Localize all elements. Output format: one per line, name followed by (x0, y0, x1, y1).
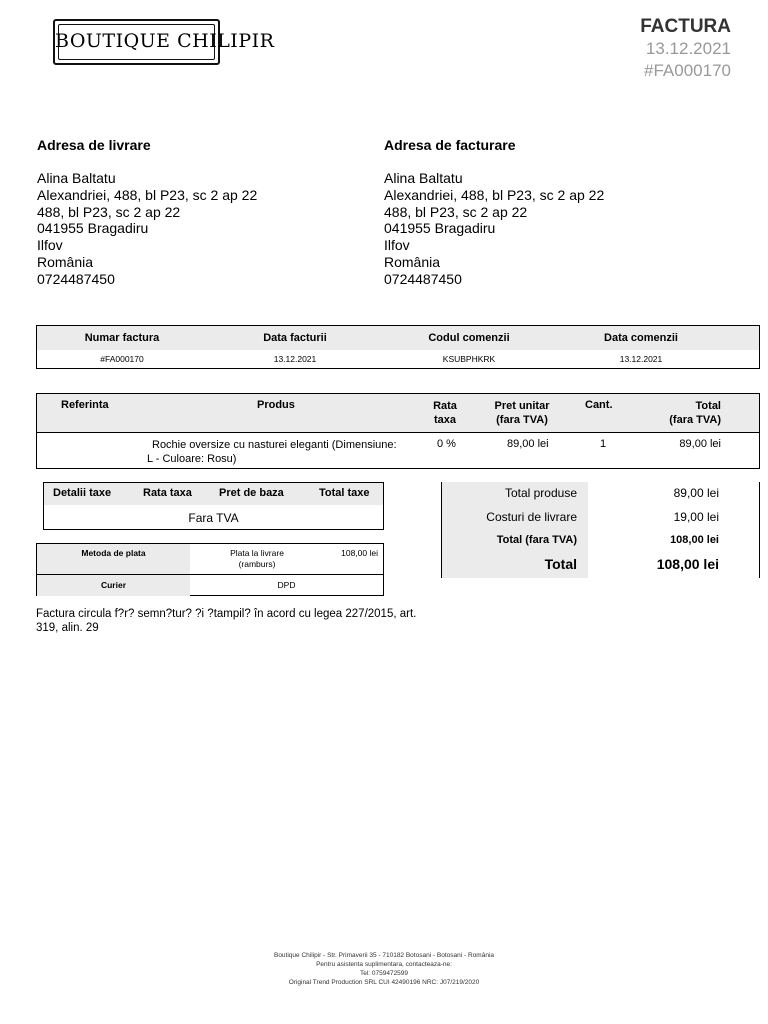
header-total (669, 399, 721, 427)
header-tax-rate-2: taxa (433, 414, 457, 426)
shipping-line: Ilfov (37, 237, 63, 254)
header-order-date: Data comenzii (604, 332, 678, 344)
invoice-info-header (37, 326, 759, 350)
billing-heading: Adresa de facturare (384, 137, 516, 153)
header-tax-rate-1: Rata (433, 400, 457, 412)
courier-label: Curier (100, 580, 127, 590)
payment-method-row (37, 544, 383, 575)
header-quantity: Cant. (585, 399, 613, 411)
shipping-line: 488, bl P23, sc 2 ap 22 (37, 203, 181, 220)
invoice-header (640, 16, 731, 82)
header-tax-rate: Rata taxa (143, 487, 192, 499)
product-unit-price: 89,00 lei (507, 438, 549, 450)
value-invoice-number: #FA000170 (100, 354, 144, 364)
tax-note: Fara TVA (188, 511, 239, 525)
shipping-cost-label: Costuri de livrare (486, 510, 577, 524)
total-products-value: 89,00 lei (673, 486, 719, 500)
header-order-code: Codul comenzii (428, 332, 510, 344)
shipping-line: 041955 Bragadiru (37, 220, 149, 237)
header-tax-details: Detalii taxe (53, 487, 112, 499)
header-unit-price-2: (fara TVA) (496, 414, 548, 426)
total-products-label: Total produse (504, 486, 577, 500)
invoice-title: FACTURA (640, 16, 731, 37)
header-total-tax: Total taxe (319, 487, 370, 499)
total-net-label: Total (fara TVA) (496, 534, 577, 546)
header-tax-rate (431, 399, 459, 427)
shipping-heading: Adresa de livrare (37, 137, 151, 153)
legal-note-line1: Factura circula f?r? semn?tur? ?i ?tampil? în acord cu legea 227/2015, art. (36, 608, 417, 620)
header-unit-price-1: Pret unitar (494, 400, 550, 412)
payment-method-value-1: Plata la livrare (230, 548, 284, 558)
billing-line: 0724487450 (384, 270, 462, 287)
footer-phone: Tel: 0759472599 (359, 970, 409, 977)
shipping-line: Alina Baltatu (37, 170, 116, 186)
footer-address: Boutique Chilipir - Str. Primaverii 35 - 710182 Botosani - Botosani - România (273, 952, 495, 959)
value-invoice-date: 13.12.2021 (273, 354, 317, 364)
brand-logo (53, 19, 275, 65)
product-name-line1: Rochie oversize cu nasturei eleganti (Dimensiune: (152, 439, 397, 451)
header-total-2: (fara TVA) (669, 414, 721, 426)
billing-line: 488, bl P23, sc 2 ap 22 (384, 203, 528, 220)
product-name-line2: L - Culoare: Rosu) (147, 453, 237, 465)
legal-note-line2: 319, alin. 29 (36, 622, 99, 634)
header-unit-price (487, 399, 557, 427)
product-total: 89,00 lei (679, 438, 721, 450)
legal-note (36, 607, 416, 635)
billing-line: 041955 Bragadiru (384, 220, 496, 237)
payment-method-label: Metoda de plata (81, 548, 146, 558)
products-table (36, 393, 760, 469)
courier-value: DPD (277, 580, 296, 590)
products-header (37, 394, 759, 433)
logo-text: BOUTIQUE CHILIPIR (55, 30, 275, 52)
invoice-number: #FA000170 (644, 61, 731, 80)
footer-company: Original Trend Production SRL CUI 42490196 NRC: J07/219/2020 (288, 979, 480, 986)
product-name (147, 438, 397, 466)
value-order-code: KSUBPHKRK (442, 354, 496, 364)
tax-details-header (44, 483, 383, 505)
billing-line: Alina Baltatu (384, 170, 463, 186)
invoice-info-values (37, 350, 759, 368)
header-base-price: Pret de baza (219, 487, 284, 499)
billing-line: Ilfov (384, 237, 410, 254)
payment-method-value-2: (ramburs) (238, 559, 276, 569)
payment-table (36, 543, 384, 596)
shipping-line: 0724487450 (37, 270, 115, 287)
invoice-date: 13.12.2021 (645, 39, 731, 58)
total-net-value: 108,00 lei (670, 534, 719, 546)
tax-details-table (43, 482, 384, 530)
table-row (37, 433, 759, 469)
page-footer (0, 951, 768, 987)
header-total-1: Total (695, 400, 721, 412)
shipping-cost-value: 19,00 lei (673, 510, 719, 524)
billing-line: România (384, 253, 441, 270)
payment-amount: 108,00 lei (341, 548, 378, 558)
header-product: Produs (257, 399, 295, 411)
courier-row (37, 575, 383, 596)
header-invoice-number: Numar factura (84, 332, 160, 344)
value-order-date: 13.12.2021 (619, 354, 663, 364)
shipping-line: România (37, 253, 94, 270)
billing-address (384, 137, 604, 288)
product-quantity: 1 (600, 438, 607, 450)
shipping-line: Alexandriei, 488, bl P23, sc 2 ap 22 (37, 186, 258, 203)
header-reference: Referinta (61, 399, 109, 411)
header-invoice-date: Data facturii (263, 332, 327, 344)
shipping-address (37, 137, 257, 288)
billing-line: Alexandriei, 488, bl P23, sc 2 ap 22 (384, 186, 605, 203)
product-tax-rate: 0 % (437, 438, 456, 450)
invoice-info-table (36, 325, 760, 369)
payment-method-value (221, 548, 293, 570)
grand-total-value: 108,00 lei (656, 556, 719, 572)
footer-support: Pentru asistenta suplimentara, contacteaza-ne: (316, 961, 452, 968)
grand-total-label: Total (544, 556, 577, 572)
totals-table (441, 482, 760, 578)
